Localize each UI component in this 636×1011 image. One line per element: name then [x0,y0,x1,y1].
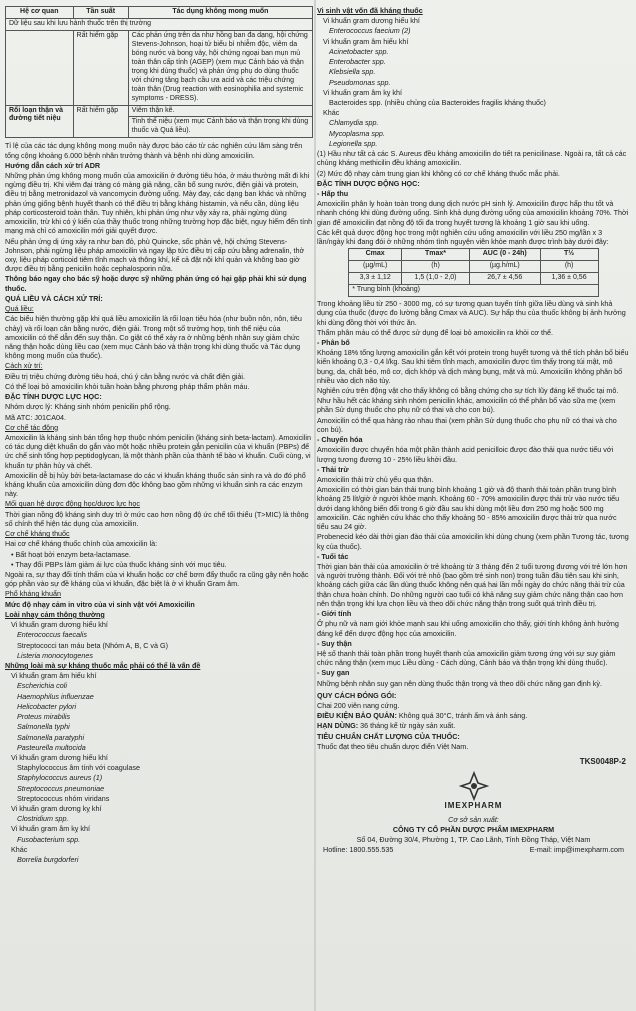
paragraph: Nhóm dược lý: Kháng sinh nhóm penicilin phổ rộng. [5,402,171,412]
paragraph: Không quá 30°C, tránh ẩm và ánh sáng. [398,711,528,721]
list-item: Fusobacterium spp. [17,834,81,844]
pk-value: 3,3 ± 1,12 [349,273,402,285]
subheading: Vi sinh vật vốn đã kháng thuốc [317,6,423,15]
span-row: Dữ liệu sau khi lưu hành thuốc trên thị trường [6,18,313,30]
table-cell [6,30,74,105]
pk-unit: (µg/mL) [349,261,402,273]
company-name: CÔNG TY CỔ PHẦN DƯỢC PHẨM IMEXPHARM [392,824,555,834]
paragraph: Thời gian bán thải của amoxicilin ở trẻ khoảng từ 3 tháng đến 2 tuổi tương đương với trẻ lớn hơn và người trưởng thành. Đối với trẻ nhỏ (bao gồm trẻ sinh non) trong tuần đầu tiên sau khi sinh, khoảng cách giữa các lần dùng thuốc không nên quá hai lần mỗi ngày do chức năng thải trừ của thận chưa hoàn chỉnh. Do những người cao tuổi có khả năng suy giảm chức năng thận cao hơn nên thận trọng khi lựa chọn liều và theo dõi chức năng thận trong suốt quá trình điều trị. [317,561,628,608]
paragraph: Khoảng 18% tổng lượng amoxicilin gắn kết với protein trong huyết tương và thể tích phân bố biểu kiến khoảng 0,3 - 0,4 l/kg. Sau khi tiêm tĩnh mạch, amoxicilin được tìm thấy trong túi mật, mô bụng, da, chất béo, mô cơ, dịch khớp và dịch màng bụng, mật và mủ. Amoxicilin không phân bố nhiều vào dịch não tủy. [317,348,629,385]
hotline: Hotline: 1800.555.535 [323,845,394,855]
pk-table [348,248,598,297]
list-item: Streptococci tan máu beta (Nhóm A, B, C và G) [17,640,168,650]
paragraph: Điều trị triệu chứng đường tiêu hoá, chú ý cân bằng nước và chất điện giải. [5,371,246,381]
paragraph: Hai cơ chế kháng thuốc chính của amoxicilin là: [5,539,158,549]
list-item: Vi khuẩn gram âm hiếu khí [11,671,97,681]
section-heading: QUÁ LIỀU VÀ CÁCH XỬ TRÍ: [5,293,103,303]
section-heading: QUY CÁCH ĐÓNG GÓI: [317,690,397,700]
list-item: Salmonella paratyphi [17,732,85,742]
paragraph: Tỉ lệ của các tác dụng không mong muốn này được báo cáo từ các nghiên cứu lâm sàng trên tổng cộng khoảng 6.000 bệnh nhân trưởng thành và bệnh nhi dùng amoxicilin. [5,141,303,160]
paragraph: Thẩm phân máu có thể được sử dụng để loại bỏ amoxicilin ra khỏi cơ thể. [317,327,553,337]
list-item: Khác [323,108,340,118]
pk-note: * Trung bình (khoảng) [349,285,598,297]
pk-value: 1,5 (1,0 - 2,0) [402,273,470,285]
paragraph: Amoxicilin có thời gian bán thải trung bình khoảng 1 giờ và độ thanh thải toàn phần trung bình khoảng 25 lít/giờ ở người khỏe mạnh. Khoảng 60 - 70% amoxicilin được thải trừ vào nước tiểu dưới dạng không biến đổi trong 6 giờ đầu sau khi dùng một liều đơn 250 mg hoặc 500 mg amoxicilin. Các nghiên cứu khác cho thấy khoảng 50 - 85% amoxicilin được thải trừ qua nước tiểu sau 24 giờ. [317,485,620,532]
paragraph: Nghiên cứu trên động vật cho thấy không có bằng chứng cho sự tích lũy đáng kể thuốc tại mô. [317,386,619,396]
list-item: Escherichia coli [17,681,67,691]
list-item: Klebsiella spp. [329,67,376,77]
subheading: - Giới tính [317,609,352,619]
subheading: - Suy thận [317,638,352,648]
subheading: Cơ chế kháng thuốc [5,529,70,539]
list-item: Haemophilus influenzae [17,691,94,701]
table-cell-freq: Rất hiếm gặp [73,105,128,138]
paragraph: Amoxicilin thải trừ chủ yếu qua thận. [317,475,434,484]
footnote: (1) Hầu như tất cả các S. Aureus đều kháng amoxicilin do tiết ra penicilinase. Ngoài ra, tất cả các chủng kháng methicilin đều kháng amoxicilin. [317,149,627,168]
list-item: Chlamydia spp. [329,118,379,128]
col-header-organ: Hệ cơ quan [6,7,74,19]
paragraph: Ngoài ra, sự thay đổi tính thấm của vi khuẩn hoặc cơ chế bơm đẩy thuốc ra cũng gây nên hoặc góp phần vào sự đề kháng của vi khuẩn, đặc biệt là ở vi khuẩn Gram âm. [5,570,309,589]
list-item: Enterobacter spp. [329,57,386,67]
col-header-frequency: Tần suất [73,7,128,19]
pk-header: Tmax* [402,249,470,261]
paragraph: Thời gian nồng độ kháng sinh duy trì ở mức cao hơn nồng độ ức chế tối thiểu (T>MIC) là thông số chính thể hiện tác dụng của amoxicilin. [5,509,309,528]
left-column [5,6,313,1006]
paragraph: Có thể loại bỏ amoxicilin khỏi tuần hoàn bằng phương pháp thẩm phân máu. [5,381,250,391]
section-heading: ĐIỀU KIỆN BẢO QUẢN: [317,711,397,721]
list-item: Staphylococcus aureus (1) [17,773,103,783]
table-cell-effect: Tinh thể niệu (xem mục Cảnh báo và thận trọng khi dùng thuốc và Quá liều). [128,117,312,138]
paragraph: Như hầu hết các kháng sinh nhóm penicilin khác, amoxicilin có thể phân bố vào sữa mẹ (xem phần Sử dụng thuốc cho phụ nữ có thai và cho con bú). [317,396,616,415]
list-item: Enterococcus faecalis [17,630,87,640]
paragraph: Amoxicilin là kháng sinh bán tổng hợp thuộc nhóm penicilin (kháng sinh beta-lactam). Amoxicilin có tác dụng diệt khuẩn do gắn vào một hoặc nhiều protein gắn penicilin của vi khuẩn (PBPs) để ức chế sinh tổng hợp peptidoglycan, là một thành phần của thành tế bào vi khuẩn. Cuối cùng, vi khuẩn tự phân hủy và chết. [5,432,311,470]
footer [317,771,630,854]
list-item: Vi khuẩn gram dương kỵ khí [11,804,102,814]
subheading: - Hấp thu [317,188,349,198]
list-item: Vi khuẩn gram âm kỵ khí [11,824,90,834]
list-item: Proteus mirabilis [17,712,71,722]
paragraph: Các biểu hiện thường gặp khi quá liều amoxicilin là rối loạn tiêu hóa (như buồn nôn, nôn, tiêu chảy) và rối loạn cân bằng nước, điện giải. Trong một số trường hợp, tinh thể niệu của amoxicilin có thể dẫn đến suy thận. Co giật có thể xảy ra ở những bệnh nhân suy giảm chức năng thận hoặc dùng liều cao (xem mục Cảnh báo và thận trọng khi dùng thuốc và Tác dụng không mong muốn của thuốc). [5,314,302,361]
notice-text: Thông báo ngay cho bác sỹ hoặc dược sỹ những phản ứng có hại gặp phải khi sử dụng thuốc. [5,274,307,293]
subheading: Cơ chế tác động [5,422,59,432]
pk-header: Cmax [349,249,402,261]
list-item: Pasteurella multocida [17,742,86,752]
paragraph: Thuốc đạt theo tiêu chuẩn dược điển Việt Nam. [317,741,469,751]
subheading: - Tuổi tác [317,551,349,561]
paragraph: Nếu phản ứng dị ứng xảy ra như ban đỏ, phù Quincke, sốc phản vệ, hội chứng Stevens-Johnson, phải ngừng liệu pháp amoxicilin và ngay lập tức điều trị cấp cứu bằng adrenalin, thở oxy, liệu pháp corticoid tiêm tĩnh mạch và thông khí, kể cả đặt nội khí quản và không bao giờ được điều trị bằng penicilin hoặc cephalosporin nữa. [5,236,305,274]
paragraph: Amoxicilin có thể qua hàng rào nhau thai (xem phần Sử dụng thuốc cho phụ nữ có thai và cho con bú). [317,415,617,434]
table-cell-freq: Rất hiếm gặp [73,30,128,105]
list-item: Streptococcus pneumoniae [17,783,105,793]
company-address: Số 04, Đường 30/4, Phường 1, TP. Cao Lãnh, Tỉnh Đồng Tháp, Việt Nam [356,835,591,845]
subheading: Quá liều: [5,304,34,314]
list-item: Streptococcus nhóm viridans [17,793,110,803]
subheading: Những loài mà sự kháng thuốc mắc phải có thể là vấn đề [5,660,201,670]
list-item: Vi khuẩn gram âm hiếu khí [323,36,409,46]
table-cell-effect: Viêm thận kẽ. [128,105,312,117]
list-item: Vi khuẩn gram dương hiếu khí [323,16,420,26]
list-item: Acinetobacter spp. [329,46,389,56]
list-item: Listeria monocytogenes [17,650,93,660]
paragraph: Chai 200 viên nang cứng. [317,701,400,711]
pk-header: T½ [540,249,598,261]
section-heading: ĐẶC TÍNH DƯỢC ĐỘNG HỌC: [317,178,420,188]
section-heading: Mức độ nhạy cảm in vitro của vi sinh vật với Amoxicilin [5,599,195,609]
list-item: Pseudomonas spp. [329,77,391,87]
list-item: Helicobacter pylori [17,701,77,711]
table-cell-organ: Rối loạn thận và đường tiết niệu [6,105,74,138]
section-heading: Hướng dẫn cách xử trí ADR [5,160,101,170]
paragraph: Trong khoảng liều từ 250 - 3000 mg, có sự tương quan tuyến tính giữa liều dùng và sinh khả dụng của thuốc (được đo lường bằng Cmax và AUC). Sự hấp thu của thuốc không bị ảnh hưởng khi dùng đồng thời với thức ăn. [317,299,626,327]
list-item: Staphylococcus âm tính với coagulase [17,763,140,773]
list-item: Clostridium spp. [17,814,69,824]
section-heading: ĐẶC TÍNH DƯỢC LỰC HỌC: [5,392,102,402]
list-item: Salmonella typhi [17,722,70,732]
list-item: Vi khuẩn gram dương hiếu khí [11,620,108,630]
document-code: TKS0048P-2 [579,757,626,767]
subheading: Loài nhạy cảm thông thường [5,609,105,619]
footnote: (2) Mức độ nhạy cảm trung gian khi không có cơ chế kháng thuốc mắc phải. [317,168,560,178]
list-item: Bacteroides spp. (nhiều chủng của Bacteroides fragilis kháng thuốc) [329,97,546,107]
pk-unit: (h) [402,261,470,273]
pk-unit: (µg.h/mL) [469,261,540,273]
paragraph: 36 tháng kể từ ngày sản xuất. [360,721,456,731]
imexpharm-logo-icon [459,771,489,801]
subheading: - Thải trừ [317,464,349,474]
paragraph: Amoxicilin dễ bị hủy bởi beta-lactamase do các vi khuẩn kháng thuốc sản sinh ra và do đó phổ kháng khuẩn của amoxicilin dùng đơn độc không bao gồm những vi khuẩn sinh ra các enzym này. [5,470,306,499]
pk-value: 1,36 ± 0,56 [540,273,598,285]
paragraph: Hệ số thanh thải toàn phần trong huyết thanh của amoxicilin giảm tương ứng với sự suy giảm chức năng thận (xem mục Liều dùng - Cách dùng, Cảnh báo và thận trọng khi dùng thuốc). [317,648,616,668]
pk-value: 26,7 ± 4,56 [469,273,540,285]
subheading: - Suy gan [317,668,350,678]
table-cell-effect: Các phản ứng trên da như hồng ban đa dạng, hội chứng Stevens-Johnson, hoại tử biểu bì nhiễm độc, viêm da bóng nước và bong vảy, hội chứng ngoại ban mụn mủ toàn thân cấp tính (AGEP) (xem mục Cảnh báo và thận trọng khi dùng thuốc) và phản ứng phụ do dùng thuốc với chứng tăng bạch cầu ưa acid và các triệu chứng toàn thân (Drug reaction with eosinophilia and systemic symptoms - DRESS). [128,30,312,105]
subheading: Phổ kháng khuẩn [5,589,61,599]
paragraph: Những bệnh nhân suy gan nên dùng thuốc thận trọng và theo dõi chức năng gan định kỳ. [317,678,602,688]
pk-header: AUC (0 - 24h) [469,249,540,261]
list-item: Khác [11,844,28,854]
list-item: Enterococcus faecium (2) [329,26,411,36]
list-item: Legionella spp. [329,138,378,148]
brand-name: IMEXPHARM [444,801,503,811]
email: E-mail: imp@imexpharm.com [529,845,624,855]
section-heading: TIÊU CHUẨN CHẤT LƯỢNG CỦA THUỐC: [317,731,460,741]
paragraph: Amoxicilin được chuyển hóa một phần thành acid penicilloic được đào thải qua nước tiểu với lượng tương đương 10 - 25% liều khởi đầu. [317,445,614,464]
section-heading: HẠN DÙNG: [317,721,359,731]
pk-unit: (h) [540,261,598,273]
list-item: Borrelia burgdorferi [17,855,79,865]
paragraph: Ở phụ nữ và nam giới khỏe mạnh sau khi uống amoxicilin cho thấy, giới tính không ảnh hưởng đáng kể đến dược động học của amoxicilin. [317,619,619,638]
subheading: - Chuyển hóa [317,435,363,445]
maker-label: Cơ sở sản xuất: [448,814,499,824]
subheading: Mối quan hệ dược động học/dược lực học [5,499,140,509]
list-item: Vi khuẩn gram âm kỵ khí [323,87,402,97]
paragraph: Amoxicilin phân ly hoàn toàn trong dung dịch nước pH sinh lý. Amoxicilin được hấp thu tốt và nhanh chóng khi dùng đường uống. Sinh khả dụng đường uống của amoxicilin khoảng 70%. Thời gian để amoxicilin đạt nồng độ tối đa trong huyết tương là khoảng 1 giờ sau khi uống. [317,199,629,227]
col-header-effect: Tác dụng không mong muốn [128,7,312,19]
bullet-item: • Thay đổi PBPs làm giảm ái lực của thuốc kháng sinh với mục tiêu. [11,559,227,569]
right-column [317,6,630,1006]
fold-line [314,0,316,1011]
subheading: Cách xử trí: [5,361,43,371]
adverse-effects-table [5,6,313,138]
paragraph: Các kết quả dược động học trong một nghiên cứu uống amoxicilin với liều 250 mg/lần x 3 lần/ngày khi đang đói ở những nhóm tình nguyện viên khỏe mạnh được trình bày dưới đây: [317,227,609,247]
paragraph: Probenecid kéo dài thời gian đào thải của amoxicilin khi dùng chung (xem phần Tương tác, tương kỵ của thuốc). [317,532,629,551]
subheading: - Phân bố [317,337,350,347]
list-item: Mycoplasma spp. [329,128,385,138]
bullet-item: • Bất hoạt bởi enzym beta-lactamase. [11,549,131,559]
list-item: Vi khuẩn gram dương hiếu khí [11,752,108,762]
paragraph: Mã ATC: J01CA04. [5,412,66,422]
paragraph: Những phản ứng không mong muốn của amoxicilin ở đường tiêu hóa, ở máu thường mất đi khi ngừng điều trị. Khi viêm đại tràng có màng giả nặng, cần bổ sung nước, điện giải và protein, điều trị bằng metronidazol và vancomycin đường uống. Mày đay, các dạng ban khác và những phản ứng giống bệnh huyết thanh có thể điều trị bằng kháng histamin, và nếu cần, dùng liệu pháp corticosteroid toàn thân. Tuy nhiên, khi phản ứng như vậy xảy ra, phải ngừng dùng amoxicilin, trừ khi có ý kiến của thầy thuốc trong những trường hợp đặc biệt, nguy hiểm đến tính mạng mà chỉ có amoxicilin mới giải quyết được. [5,171,313,236]
